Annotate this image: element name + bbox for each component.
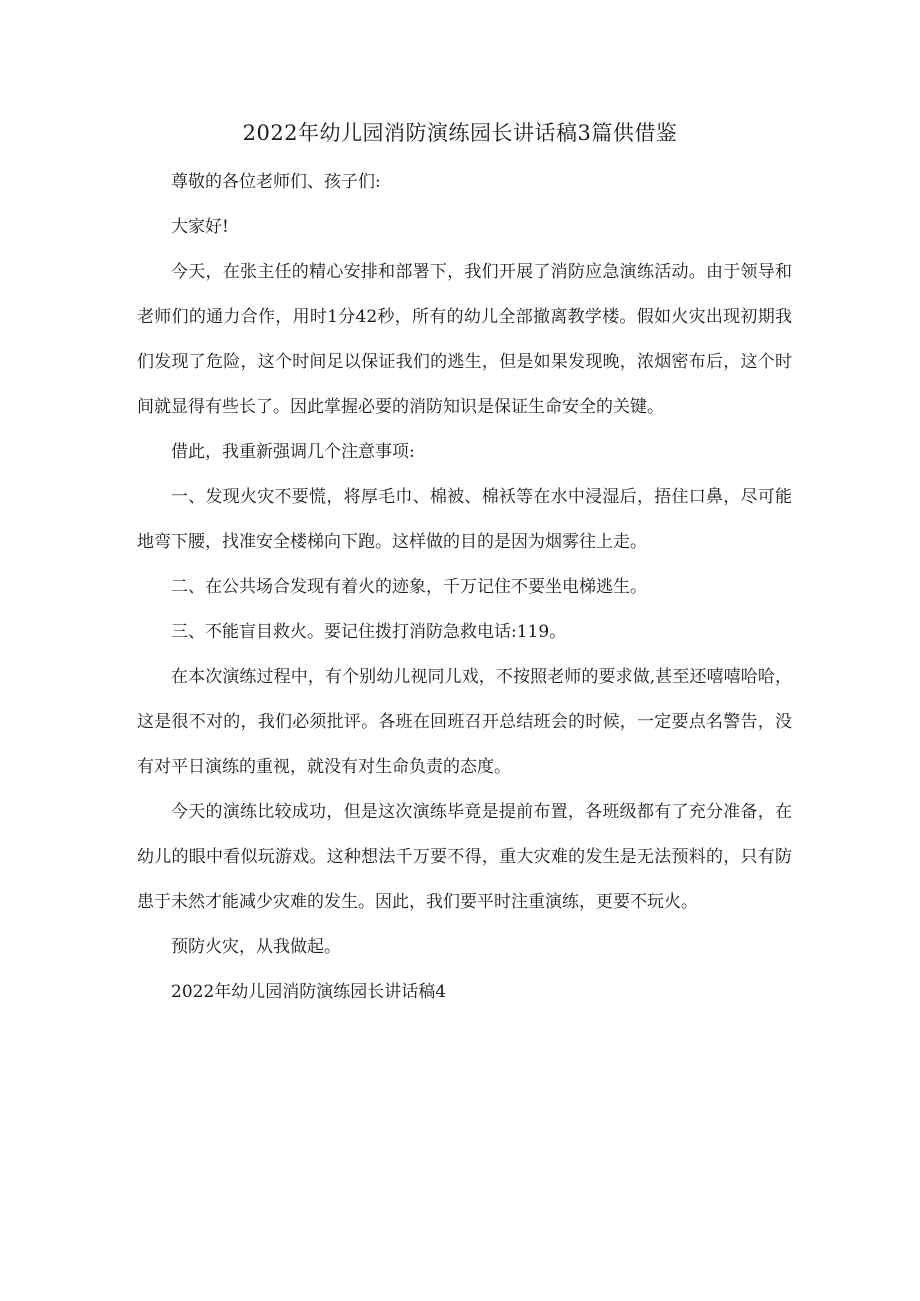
notice-item-3: 三、不能盲目救火。要记住拨打消防急救电话:119。 xyxy=(171,622,567,642)
document-body xyxy=(137,160,792,1015)
notice-item-2: 二、在公共场合发现有着火的迹象，千万记住不要坐电梯逃生。 xyxy=(171,577,647,597)
slogan-paragraph: 预防火灾，从我做起。 xyxy=(171,937,341,957)
next-section-heading: 2022年幼儿园消防演练园长讲话稿4 xyxy=(171,982,447,1002)
document-title: 2022年幼儿园消防演练园长讲话稿3篇供借鉴 xyxy=(242,121,678,145)
criticism-paragraph: 在本次演练过程中，有个别幼儿视同儿戏，不按照老师的要求做,甚至还嘻嘻哈哈，这是很不对的，我们必须批评。各班在回班召开总结班会的时候，一定要点名警告，没有对平日演练的重视，就没有对生命负责的态度。 xyxy=(137,667,792,777)
summary-paragraph: 今天的演练比较成功，但是这次演练毕竟是提前布置，各班级都有了充分准备，在幼儿的眼中看似玩游戏。这种想法千万要不得，重大灾难的发生是无法预料的，只有防患于未然才能减少灾难的发生。因此，我们要平时注重演练，更要不玩火。 xyxy=(137,802,792,912)
notice-lead-paragraph: 借此，我重新强调几个注意事项: xyxy=(171,442,415,462)
salutation-paragraph: 大家好! xyxy=(171,217,229,237)
intro-paragraph: 今天，在张主任的精心安排和部署下，我们开展了消防应急演练活动。由于领导和老师们的通力合作，用时1分42秒，所有的幼儿全部撤离教学楼。假如火灾出现初期我们发现了危险，这个时间足以保证我们的逃生，但是如果发现晚，浓烟密布后，这个时间就显得有些长了。因此掌握必要的消防知识是保证生命安全的关键。 xyxy=(137,262,792,417)
greeting-paragraph: 尊敬的各位老师们、孩子们: xyxy=(171,172,381,192)
notice-item-1: 一、发现火灾不要慌，将厚毛巾、棉被、棉袄等在水中浸湿后，捂住口鼻，尽可能地弯下腰，找准安全楼梯向下跑。这样做的目的是因为烟雾往上走。 xyxy=(137,487,792,552)
